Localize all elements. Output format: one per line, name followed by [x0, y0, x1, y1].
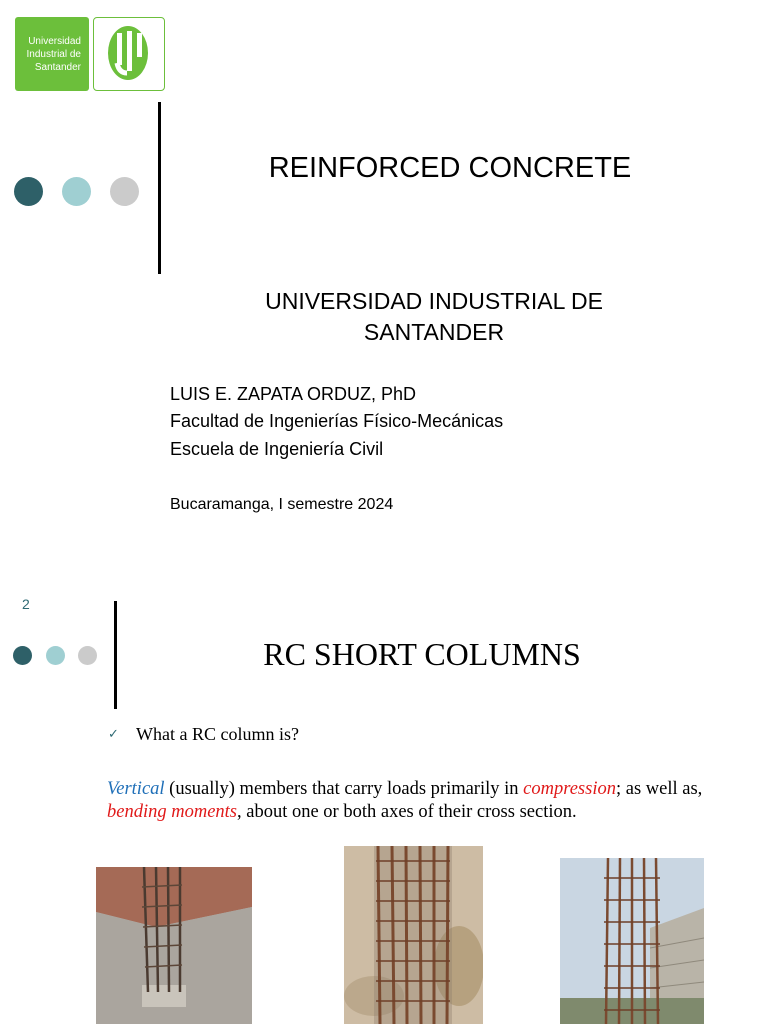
para-text-1: (usually) members that carry loads primarily in [164, 779, 524, 799]
term-compression: compression [523, 779, 616, 799]
logo-text-line-2: Industrial de [26, 49, 81, 60]
uis-monogram-icon [94, 18, 163, 89]
author-name: LUIS E. ZAPATA ORDUZ, PhD [170, 384, 417, 404]
school-name: Escuela de Ingeniería Civil [170, 439, 384, 459]
decor-dot-teal [62, 177, 91, 206]
university-line-1: UNIVERSIDAD INDUSTRIAL DE [265, 288, 603, 314]
slide2-title: RC SHORT COLUMNS [263, 636, 581, 672]
slide1-vertical-divider [158, 102, 161, 274]
para-text-3: , about one or both axes of their cross section. [237, 802, 577, 822]
decor-dot-teal-small [46, 646, 65, 665]
term-bending-moments: bending moments [107, 802, 237, 822]
decor-dot-gray-small [78, 646, 97, 665]
column-photo-2 [344, 846, 483, 1024]
column-photo-3 [560, 858, 704, 1024]
university-name [180, 286, 688, 348]
decor-dot-gray [110, 177, 139, 206]
university-logo-text [15, 17, 89, 91]
logo-text-line-1: Universidad [28, 36, 81, 47]
para-text-2: ; as well as, [615, 779, 703, 799]
decor-dot-dark [14, 177, 43, 206]
column-definition-paragraph [107, 778, 719, 824]
slide1-title: REINFORCED CONCRETE [268, 152, 632, 184]
column-photo-1 [96, 867, 252, 1024]
bullet-question: What a RC column is? [136, 724, 299, 744]
uis-monogram-logo [93, 17, 165, 91]
decor-dot-dark-small [13, 646, 32, 665]
place-date: Bucaramanga, I semestre 2024 [170, 496, 394, 513]
slide2-vertical-divider [114, 601, 117, 709]
faculty-name: Facultad de Ingenierías Físico-Mecánicas [170, 411, 504, 431]
checkmark-bullet-icon: ✓ [108, 726, 119, 741]
term-vertical: Vertical [107, 779, 165, 799]
logo-text-line-3: Santander [34, 62, 81, 73]
university-line-2: SANTANDER [363, 319, 505, 345]
page-number: 2 [22, 596, 30, 612]
